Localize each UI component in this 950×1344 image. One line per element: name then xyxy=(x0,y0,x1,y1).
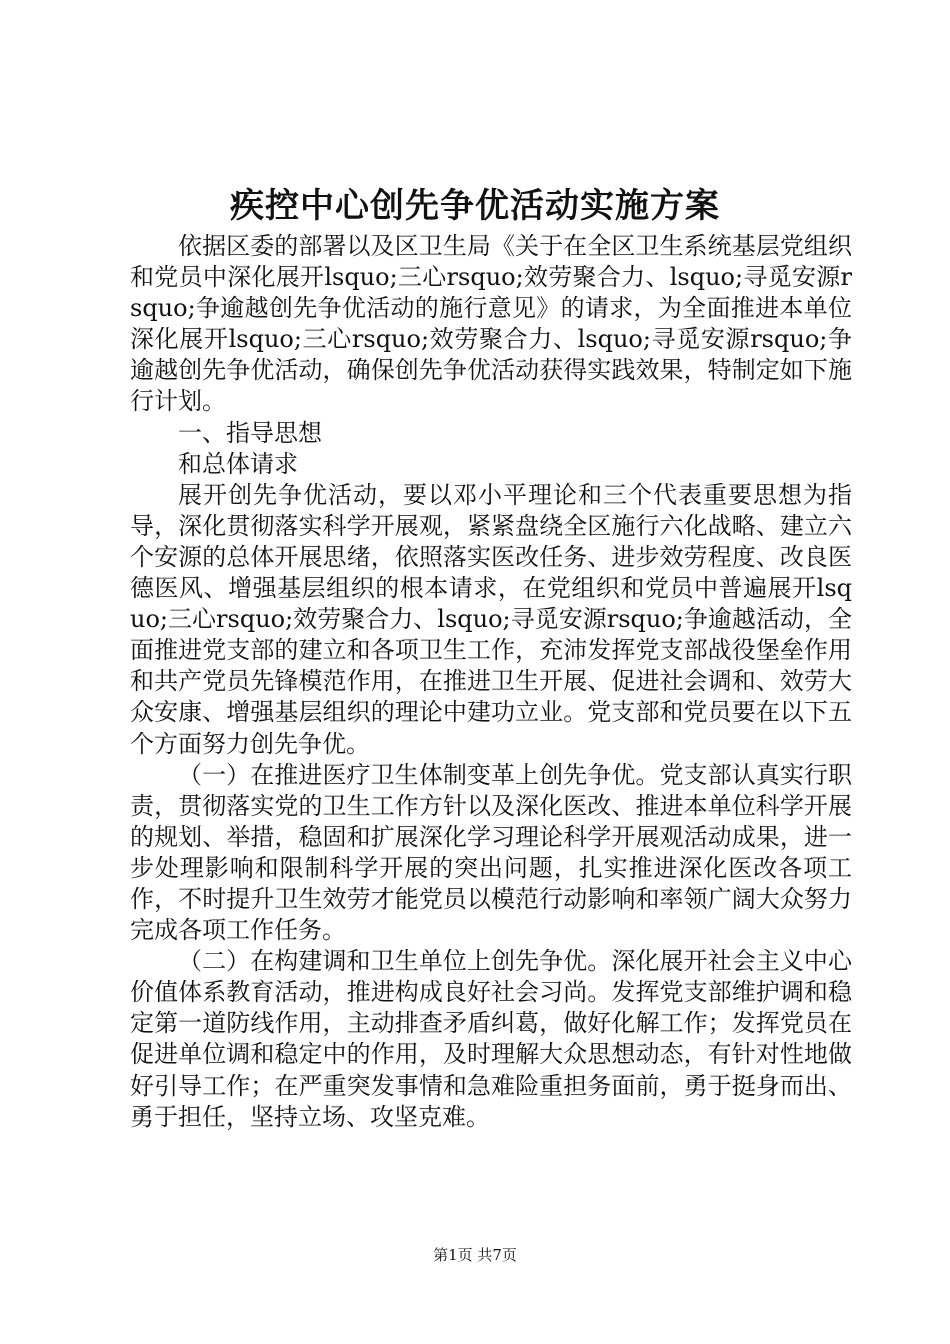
section-heading-overall-requirements: 和总体请求 xyxy=(178,449,298,478)
item-one-paragraph: （一）在推进医疗卫生体制变革上创先争优。党支部认真实行职责，贯彻落实党的卫生工作方针以及深化医改、推进本单位科学开展的规划、举措，稳固和扩展深化学习理论科学开展观活动成果，进一步处理影响和限制科学开展的突出问题，扎实推进深化医改各项工作，不时提升卫生效劳才能党员以模范行动影响和率领广阔大众努力完成各项工作任务。 xyxy=(130,760,852,945)
intro-paragraph: 依据区委的部署以及区卫生局《关于在全区卫生系统基层党组织和党员中深化展开lsquo;三心rsquo;效劳聚合力、lsquo;寻觅安源rsquo;争逾越创先争优活动的施行意见》的请求，为全面推进本单位深化展开lsquo;三心rsquo;效劳聚合力、lsquo;寻觅安源rsquo;争逾越创先争优活动，确保创先争优活动获得实践效果，特制定如下施行计划。 xyxy=(130,232,852,416)
document-body xyxy=(130,231,852,1133)
item-two-paragraph: （二）在构建调和卫生单位上创先争优。深化展开社会主义中心价值体系教育活动，推进构成良好社会习尚。发挥党支部维护调和稳定第一道防线作用，主动排查矛盾纠葛，做好化解工作；发挥党员在促进单位调和稳定中的作用，及时理解大众思想动态，有针对性地做好引导工作；在严重突发事情和急难险重担务面前，勇于挺身而出、勇于担任，坚持立场、攻坚克难。 xyxy=(130,947,852,1131)
document-title: 疾控中心创先争优活动实施方案 xyxy=(230,186,720,226)
guiding-thought-paragraph: 展开创先争优活动，要以邓小平理论和三个代表重要思想为指导，深化贯彻落实科学开展观，紧紧盘绕全区施行六化战略、建立六个安源的总体开展思绪，依照落实医改任务、进步效劳程度、改良医德医风、增强基层组织的根本请求，在党组织和党员中普遍展开lsquo;三心rsquo;效劳聚合力、lsquo;寻觅安源rsquo;争逾越活动，全面推进党支部的建立和各项卫生工作，充沛发挥党支部战役堡垒作用和共产党员先锋模范作用，在推进卫生开展、促进社会调和、效劳大众安康、增强基层组织的理论中建功立业。党支部和党员要在以下五个方面努力创先争优。 xyxy=(130,480,852,758)
page-number-footer: 第1页 共7页 xyxy=(433,1246,517,1264)
section-heading-guiding-thought: 一、指导思想 xyxy=(178,418,322,447)
